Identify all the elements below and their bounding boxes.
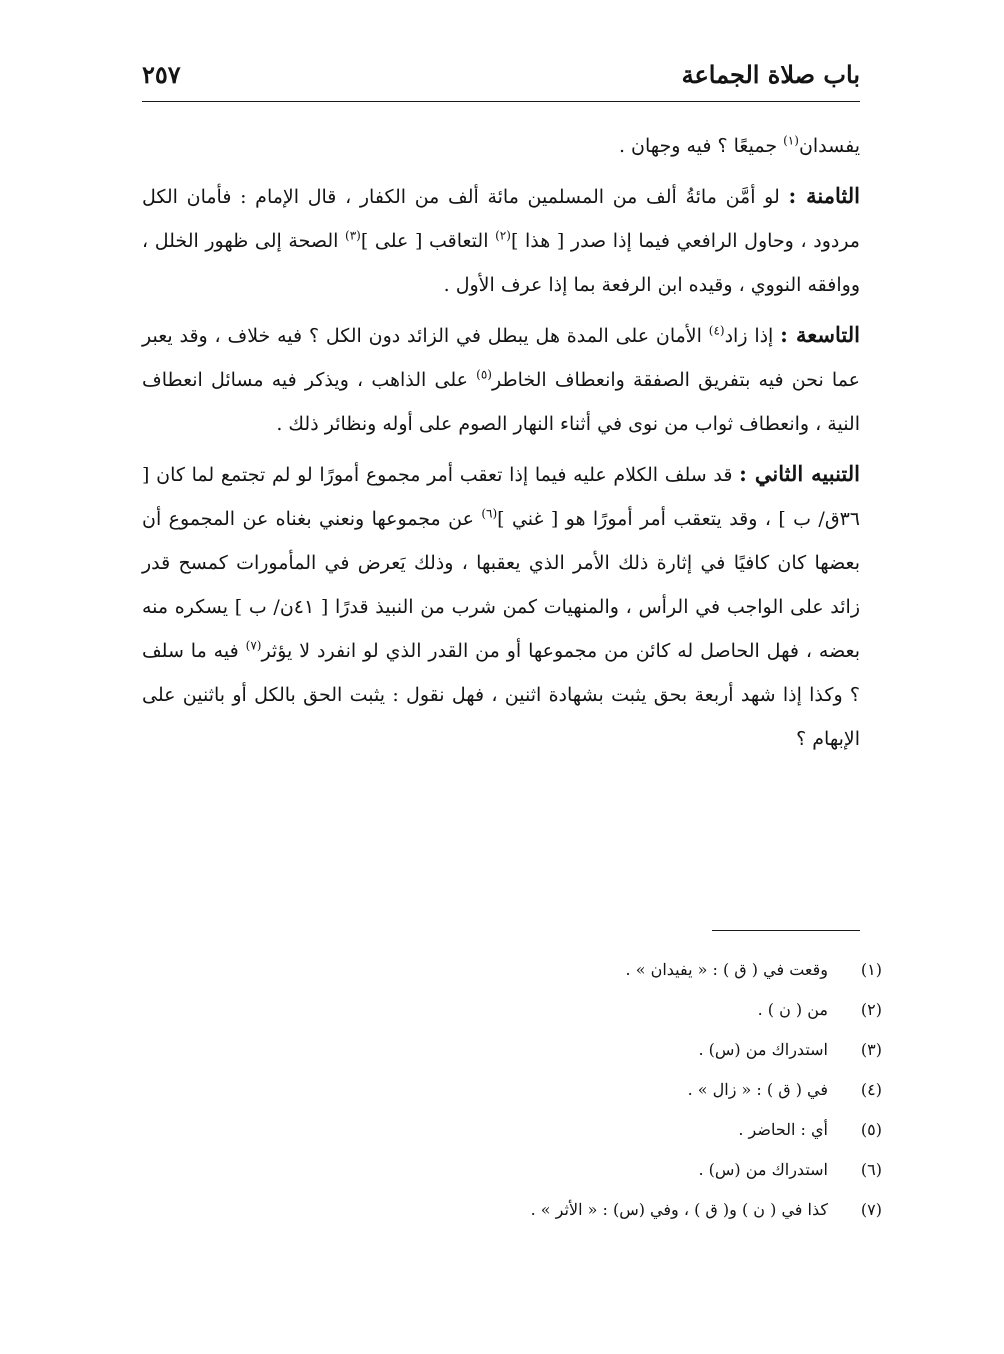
page-number: ٢٥٧ (142, 60, 181, 89)
text-segment: لو أمَّن مائةُ ألف من المسلمين مائة ألف من الكفار ، قال الإمام : فأمان الكل مردود ، وحاول الرافعي فيما إذا صدر [ هذا ] (142, 186, 860, 252)
footnote-ref: (٧) (245, 638, 262, 653)
text-segment: الصحة إلى ظهور الخلل ، ووافقه النووي ، وقيده ابن الرفعة بما إذا عرف الأول . (142, 230, 860, 296)
paragraph-eighth (142, 174, 860, 307)
footnote-number: (٣) (860, 1040, 882, 1059)
footnote (142, 1070, 882, 1110)
footnote-text: أي : الحاضر . (738, 1120, 828, 1139)
footnote-number: (٤) (860, 1080, 882, 1099)
text-segment: إذا زاد (724, 325, 781, 347)
footnote (142, 1030, 882, 1070)
footnote-text: وقعت في ( ق ) : « يفيدان » . (625, 960, 828, 979)
footnote-text: كذا في ( ن ) و( ق ) ، وفي (س) : « الأثر » . (530, 1200, 828, 1219)
text-segment: على الذاهب ، ويذكر فيه مسائل انعطاف النية ، وانعطاف ثواب من نوى في أثناء النهار الصوم على أوله ونظائر ذلك . (142, 369, 860, 435)
text-segment: قد سلف الكلام عليه فيما إذا تعقب أمر مجموع أمورًا لو لم تجتمع لما كان [ ٣٦ق/ ب ] ، وقد يتعقب أمر أمورًا هو [ غني ] (142, 464, 860, 530)
footnote-number: (٦) (860, 1160, 882, 1179)
footnote-number: (٢) (860, 1000, 882, 1019)
running-header (142, 56, 860, 100)
footnote-ref: (٥) (476, 367, 492, 382)
paragraph-heading: التاسعة : (780, 322, 860, 347)
footnote-text: من ( ن ) . (757, 1000, 828, 1019)
footnote-text: في ( ق ) : « زال » . (687, 1080, 828, 1099)
text-segment: عن مجموعها ونعني بغناه عن المجموع أن بعضها كان كافيًا في إثارة ذلك الأمر الذي يعقبها ، وذلك يَعرض في المأمورات كمسح قدر زائد على الواجب في الرأس ، والمنهيات كمن شرب من النبيذ قدرًا [ ٤١ن/ ب ] يسكره منه بعضه ، فهل الحاصل له كائن من مجموعها أو من القدر الذي لو انفرد لا يؤثر (142, 508, 861, 662)
footnote-ref: (٤) (708, 323, 725, 338)
text-segment: التعاقب [ على ] (360, 230, 496, 252)
text-segment: فيه ما سلف ؟ وكذا إذا شهد أربعة بحق يثبت بشهادة اثنين ، فهل نقول : يثبت الحق بالكل أو باثنين على الإبهام ؟ (142, 640, 860, 750)
chapter-title: باب صلاة الجماعة (681, 60, 860, 89)
paragraph-heading: الثامنة : (788, 183, 860, 208)
footnote-ref: (١) (783, 133, 799, 148)
footnote-ref: (٢) (495, 228, 511, 243)
footnotes (142, 950, 882, 1230)
text-segment: جميعًا ؟ فيه وجهان . (618, 135, 784, 157)
paragraph-ninth (142, 313, 860, 446)
footnote-text: استدراك من (س) . (698, 1040, 828, 1059)
footnote (142, 990, 882, 1030)
text-segment: الأمان على المدة هل يبطل في الزائد دون الكل ؟ فيه خلاف ، وقد يعبر عما نحن فيه بتفريق الصفقة وانعطاف الخاطر (142, 325, 861, 391)
footnote-number: (٧) (860, 1200, 882, 1219)
footnote (142, 1150, 882, 1190)
footnote (142, 1110, 882, 1150)
footnote-separator (712, 930, 860, 931)
footnote (142, 1190, 882, 1230)
paragraph-heading: التنبيه الثاني : (739, 461, 860, 486)
footnote-ref: (٦) (481, 506, 498, 521)
footnote-text: استدراك من (س) . (698, 1160, 828, 1179)
text-segment: يفسدان (798, 135, 860, 157)
footnote-ref: (٣) (345, 228, 361, 243)
main-text (142, 124, 860, 761)
footnote-number: (٥) (860, 1120, 882, 1139)
paragraph-continuation (142, 124, 860, 168)
paragraph-second-note (142, 452, 860, 761)
footnote (142, 950, 882, 990)
header-rule (142, 101, 860, 102)
footnote-number: (١) (860, 960, 882, 979)
